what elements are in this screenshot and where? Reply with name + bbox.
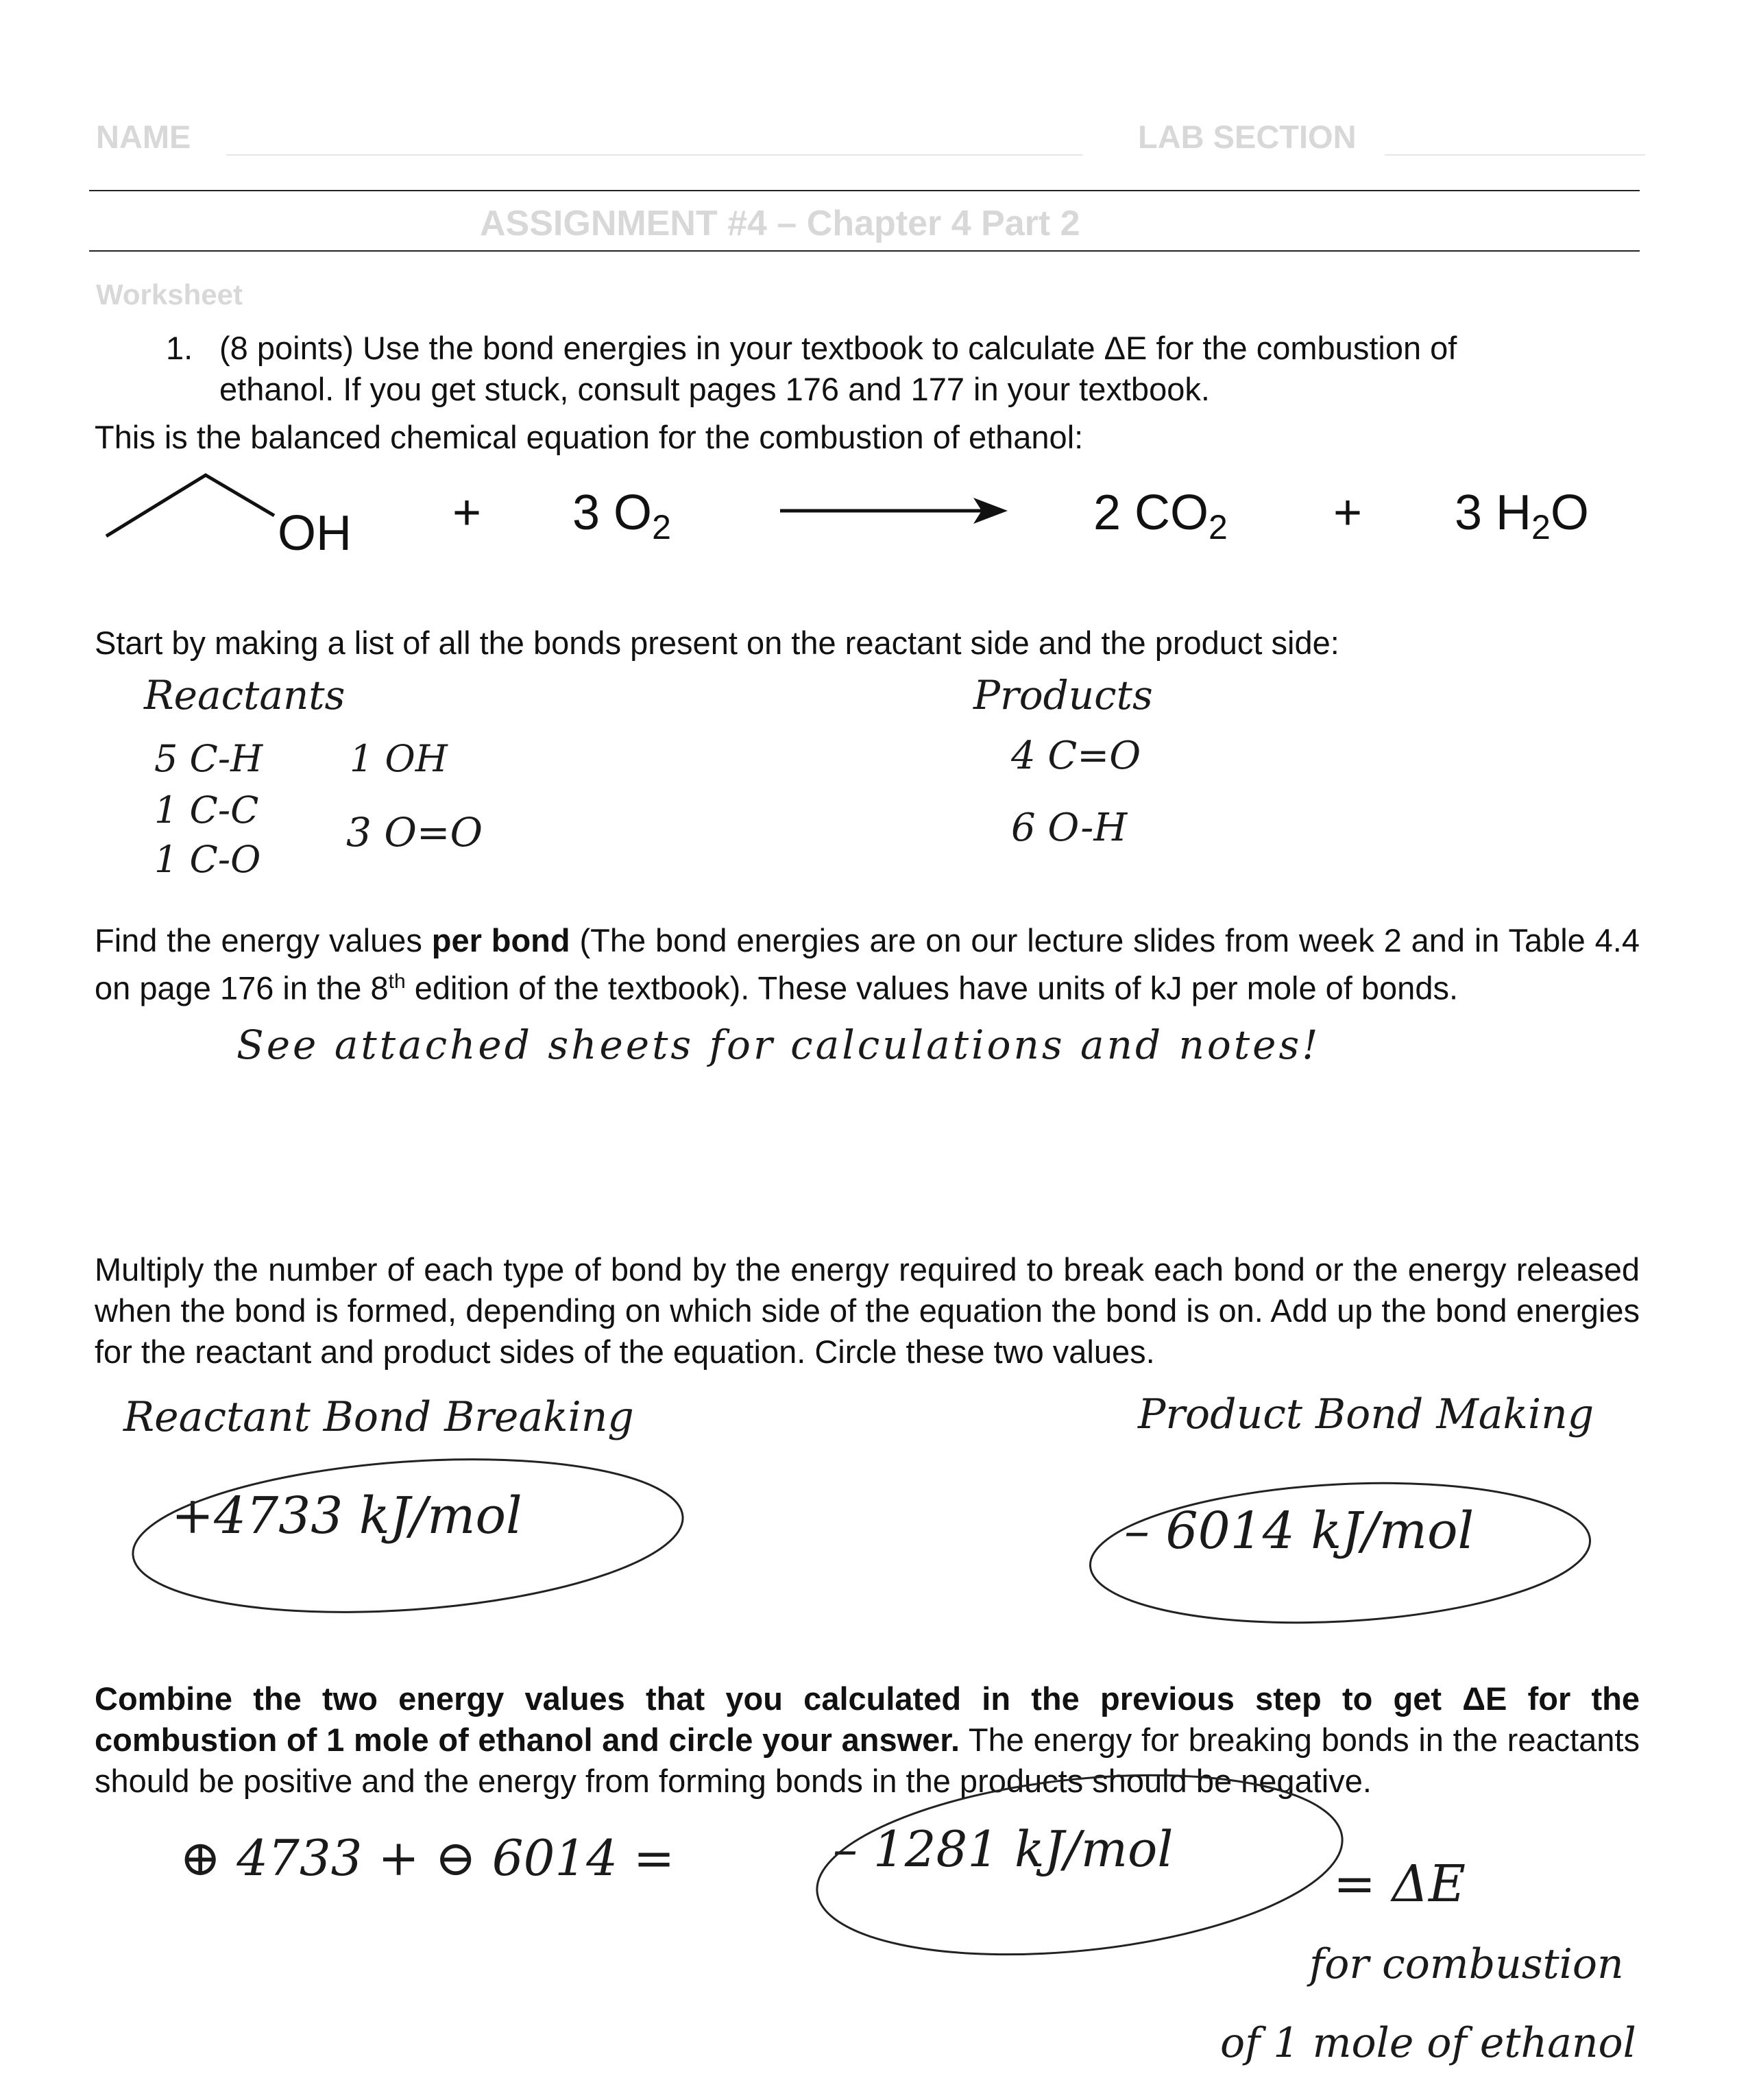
header-top-rule xyxy=(89,190,1640,191)
combustion-note-line2: of 1 mole of ethanol xyxy=(1220,2019,1636,2067)
delta-e-label: = ΔE xyxy=(1333,1855,1466,1914)
reactant-bond-oh: 1 OH xyxy=(350,737,448,780)
question-prompt-line2: ethanol. If you get stuck, consult pages 176 and 177 in your textbook. xyxy=(219,371,1210,407)
reaction-arrow-head xyxy=(973,498,1008,524)
oxygen-term: 3 $O_2$ xyxy=(572,485,671,546)
question-prompt-line1: (8 points) Use the bond energies in your textbook to calculate ΔE for the combustion of xyxy=(219,330,1457,366)
plus-sign-2: + xyxy=(1333,485,1363,540)
name-blank-line xyxy=(226,154,1083,156)
name-label: NAME xyxy=(96,119,191,155)
reactant-bond-breaking-label: Reactant Bond Breaking xyxy=(123,1393,634,1441)
product-bond-energy-value: – 6014 kJ/mol xyxy=(1124,1501,1474,1560)
assignment-title: ASSIGNMENT #4 – Chapter 4 Part 2 xyxy=(480,204,1080,243)
reactant-bond-cc: 1 C-C xyxy=(154,788,259,832)
attached-sheets-note: See attached sheets for calculations and notes! xyxy=(236,1022,1321,1068)
section-label: LAB SECTION xyxy=(1138,119,1357,155)
products-heading: Products xyxy=(973,672,1153,719)
plus-sign-1: + xyxy=(452,485,482,540)
reactant-bond-oo: 3 O=O xyxy=(346,809,483,856)
multiply-paragraph: Multiply the number of each type of bond by the energy required to break each bond or the energy released when the bond is formed, depending on which side of the equation the bond is on. Add up the bond energies for the reactant and product sides of the equation. Circle these two values. xyxy=(95,1251,1640,1370)
reactant-bond-energy-value: +4733 kJ/mol xyxy=(171,1486,522,1545)
ethanol-skeletal-bonds xyxy=(106,475,274,536)
delta-e-answer: – 1281 kJ/mol xyxy=(833,1820,1174,1878)
combined-calculation: ⊕ 4733 + ⊖ 6014 = xyxy=(180,1829,675,1887)
bond-list-instruction: Start by making a list of all the bonds present on the reactant side and the product side: xyxy=(95,625,1339,661)
equation-intro: This is the balanced chemical equation for the combustion of ethanol: xyxy=(95,419,1084,455)
energy-values-paragraph: Find the energy values per bond (The bond energies are on our lecture slides from week 2 and in Table 4.4 on page 176 in the 8th edition of the textbook). These values have units of kJ per mole of bonds. xyxy=(95,922,1640,1006)
carbon-dioxide-term: 2 $CO_2$ xyxy=(1093,485,1228,546)
combustion-note-line1: for combustion xyxy=(1309,1940,1624,1988)
question-number: 1. xyxy=(166,330,193,366)
reactants-heading: Reactants xyxy=(144,672,345,719)
worksheet-subtitle: Worksheet xyxy=(96,278,243,311)
combine-paragraph: Combine the two energy values that you calculated in the previous step to get ΔE for the combustion of 1 mole of ethanol and circle your answer. The energy for breaking bonds in the reactants should be positive and the energy from forming bonds in the products should be negative. xyxy=(95,1680,1640,1799)
reactant-bond-ch: 5 C-H xyxy=(154,737,263,780)
product-bond-making-label: Product Bond Making xyxy=(1138,1390,1594,1438)
reactant-bond-co: 1 C-O xyxy=(154,838,261,881)
product-bond-oh: 6 O-H xyxy=(1011,806,1128,850)
product-bond-co: 4 C=O xyxy=(1011,734,1141,778)
header-bottom-rule xyxy=(89,250,1640,252)
ethanol-oh-label: OH xyxy=(278,506,352,561)
water-term: 3 $H_2O$ xyxy=(1455,485,1589,546)
section-blank-line xyxy=(1385,154,1645,156)
